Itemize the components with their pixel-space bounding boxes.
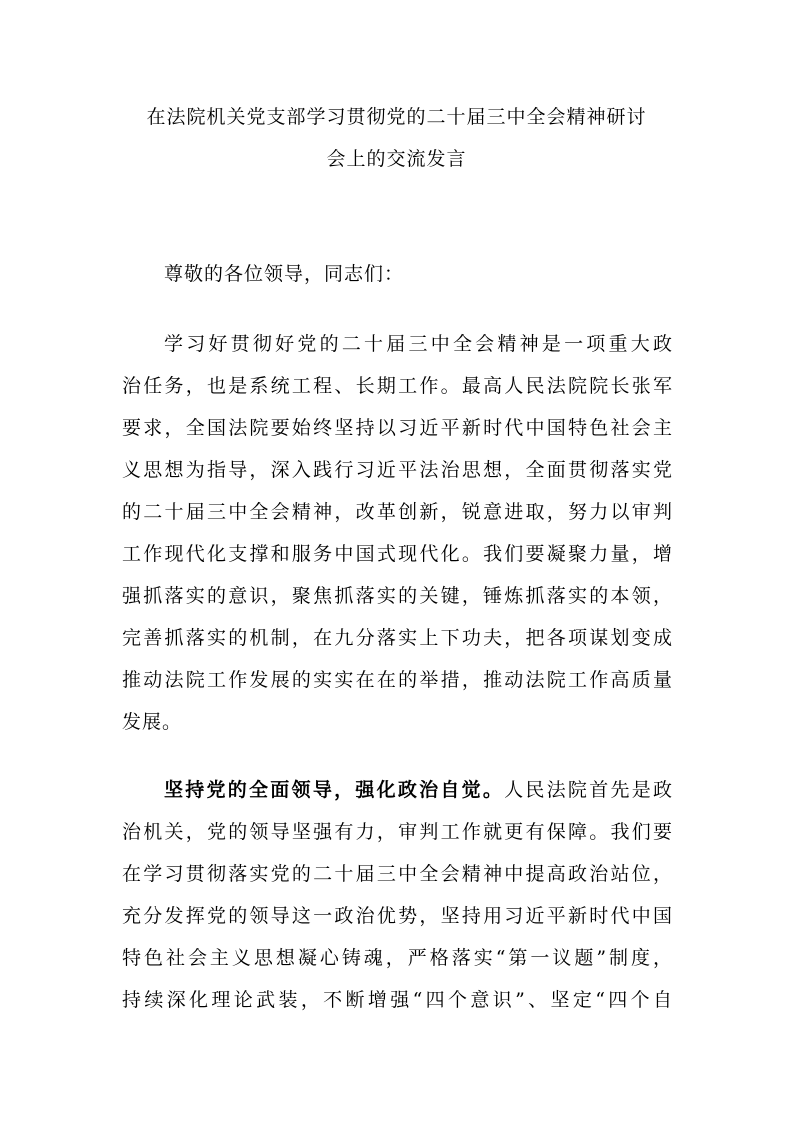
- paragraph-2-first-line: [164, 776, 673, 804]
- paragraph-2-line: 特色社会主义思想凝心铸魂，严格落实“第一议题”制度，: [122, 947, 673, 969]
- paragraph-1-line: 治任务，也是系统工程、长期工作。最高人民法院院长张军: [122, 375, 673, 397]
- paragraph-1-line: 工作现代化支撑和服务中国式现代化。我们要凝聚力量，增: [122, 543, 673, 565]
- paragraph-1-line: 强抓落实的意识，聚焦抓落实的关键，锤炼抓落实的本领，: [122, 585, 673, 607]
- paragraph-2-first-line-rest: 人民法院首先是政: [504, 779, 673, 801]
- paragraph-1-line: 要求，全国法院要始终坚持以习近平新时代中国特色社会主: [122, 417, 673, 439]
- paragraph-1-line: 义思想为指导，深入践行习近平法治思想，全面贯彻落实党: [122, 459, 673, 481]
- paragraph-1-line: 推动法院工作发展的实实在在的举措，推动法院工作高质量: [122, 669, 673, 691]
- salutation: 尊敬的各位领导，同志们：: [164, 263, 405, 285]
- paragraph-2-line: 充分发挥党的领导这一政治优势，坚持用习近平新时代中国: [122, 905, 673, 927]
- paragraph-1-line: 完善抓落实的机制，在九分落实上下功夫，把各项谋划变成: [122, 627, 673, 649]
- paragraph-1-line: 学习好贯彻好党的二十届三中全会精神是一项重大政: [164, 333, 673, 355]
- document-title-line-1: 在法院机关党支部学习贯彻党的二十届三中全会精神研讨: [146, 106, 647, 128]
- paragraph-1-line: 的二十届三中全会精神，改革创新，锐意进取，努力以审判: [122, 501, 673, 523]
- paragraph-2-bold-lead: 坚持党的全面领导，强化政治自觉。: [164, 779, 505, 801]
- paragraph-1-line: 发展。: [122, 711, 183, 733]
- paragraph-2-line: 在学习贯彻落实党的二十届三中全会精神中提高政治站位，: [122, 863, 673, 885]
- paragraph-2-line: 治机关，党的领导坚强有力，审判工作就更有保障。我们要: [122, 821, 673, 843]
- document-title-line-2: 会上的交流发言: [326, 148, 467, 170]
- paragraph-2-line: 持续深化理论武装，不断增强“四个意识”、坚定“四个自: [122, 989, 673, 1011]
